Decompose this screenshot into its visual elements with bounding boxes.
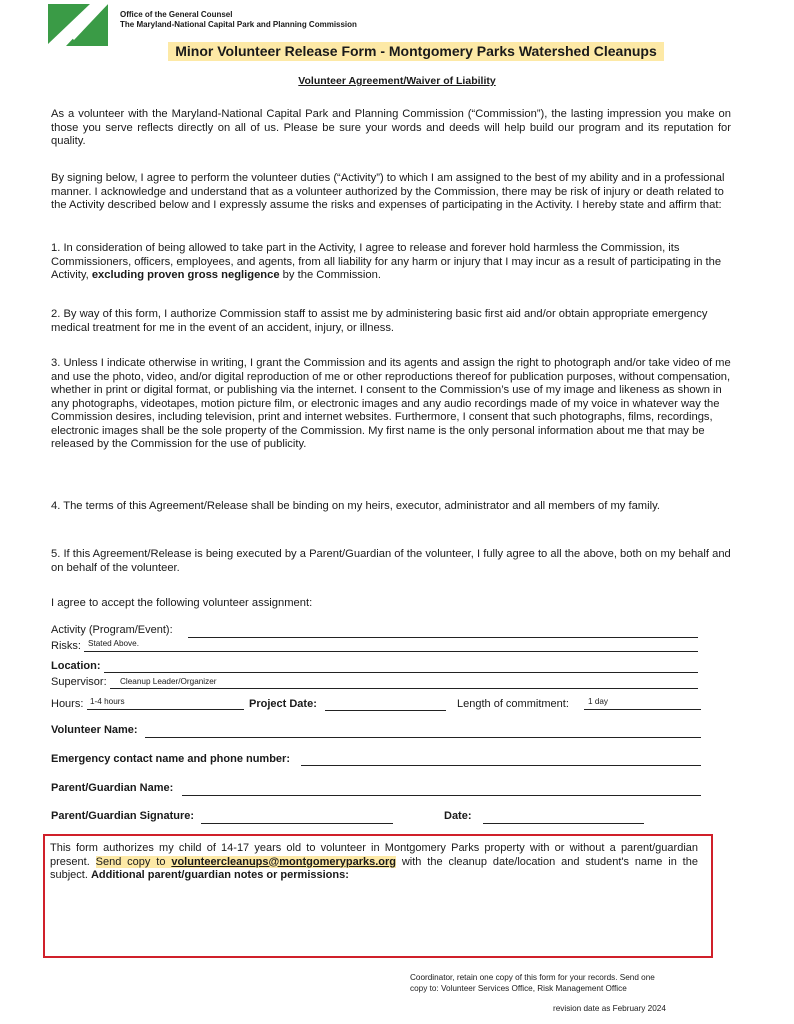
commission-logo — [48, 4, 108, 46]
guardian-signature-label: Parent/Guardian Signature: — [51, 810, 195, 822]
supervisor-value: Cleanup Leader/Organizer — [120, 677, 217, 686]
org-office: Office of the General Counsel — [120, 10, 233, 19]
item-5: 5. If this Agreement/Release is being executed by a Parent/Guardian of the volunteer, I fully agree to all the above, both on my behalf and on behalf of the volunteer. — [51, 548, 731, 574]
location-label: Location: — [51, 660, 101, 672]
send-copy-highlight — [96, 856, 396, 868]
form-title: Minor Volunteer Release Form - Montgomery Parks Watershed Cleanups — [168, 42, 664, 61]
date-label: Date: — [444, 810, 472, 822]
footer-instructions — [410, 972, 655, 994]
guardian-name-field[interactable] — [182, 795, 701, 796]
item-1 — [51, 242, 731, 283]
accept-statement: I agree to accept the following volunteer assignment: — [51, 597, 313, 609]
activity-label: Activity (Program/Event): — [51, 624, 173, 636]
item-2: 2. By way of this form, I authorize Commission staff to assist me by administering basic first aid and/or obtain appropriate emergency medical treatment for me in the event of an accident, injury, or illness. — [51, 308, 708, 334]
item-1-text: 1. In consideration of being allowed to take part in the Activity, I agree to release and forever hold harmless the Commission, its Commissioners, officers, employees, and agents, from all liability for any harm or injury that I may incur as a result of participating in the Activity, — [51, 242, 722, 281]
risks-value: Stated Above. — [88, 639, 139, 648]
supervisor-label: Supervisor: — [51, 676, 107, 688]
activity-field[interactable] — [188, 637, 698, 638]
commitment-value: 1 day — [588, 697, 609, 706]
guardian-name-label: Parent/Guardian Name: — [51, 782, 174, 794]
commitment-field[interactable] — [584, 709, 701, 710]
minor-authorization-text — [50, 842, 698, 883]
guardian-signature-field[interactable] — [201, 823, 393, 824]
project-date-label: Project Date: — [249, 698, 317, 710]
location-field[interactable] — [104, 672, 698, 673]
item-1-bold: excluding proven gross negligence — [91, 269, 280, 281]
signing-paragraph: By signing below, I agree to perform the volunteer duties (“Activity”) to which I am assigned to the best of my ability and in a professional manner. I acknowledge and understand that as a volunteer authorized by the Commission, there may be risk of injury or death related to the Activity described below and I expressly assume the risks and expenses of participating in the Activity. I hereby state and affirm that: — [51, 172, 725, 211]
date-field[interactable] — [483, 823, 644, 824]
intro-paragraph: As a volunteer with the Maryland-National Capital Park and Planning Commission (“Commission”), the lasting impression you make on those you serve reflects directly on all of us. Please be sure your words and deeds will help build our program and its reputation for quality. — [51, 108, 731, 147]
send-copy-text: Send copy to — [95, 855, 172, 868]
item-3: 3. Unless I indicate otherwise in writing, I grant the Commission and its agents and assign the right to photograph and/or take video of me and use the photo, video, and/or digital reproduction of me or other reproductions thereof for publication purposes, without compensation, whether in print or digital format, or publishing via the internet. I consent to the Commission’s use of my image and likeness as shown in any photographs, videotapes, motion picture film, or electronic images and any audio recordings made of my voice in whatever way the Commission desires, including television, print and internet websites. Furthermore, I consent that such photographs, films, recordings, electronic images shall be the sole property of the Commission. My first name is the only personal information about me that may be released by the Commission for the use of publicity. — [51, 357, 731, 450]
hours-label: Hours: — [51, 698, 84, 710]
item-4: 4. The terms of this Agreement/Release shall be binding on my heirs, executor, administrator and all members of my family. — [51, 500, 660, 512]
risks-label: Risks: — [51, 640, 81, 652]
hours-field[interactable] — [87, 709, 244, 710]
revision-date: revision date as February 2024 — [553, 1004, 666, 1013]
additional-notes-label: Additional parent/guardian notes or permissions: — [90, 869, 349, 881]
risks-field[interactable] — [84, 651, 698, 652]
email-link[interactable]: volunteercleanups@montgomeryparks.org — [171, 855, 396, 868]
volunteer-name-field[interactable] — [145, 737, 701, 738]
hours-value: 1-4 hours — [90, 697, 125, 706]
form-subtitle: Volunteer Agreement/Waiver of Liability — [298, 75, 496, 87]
commitment-label: Length of commitment: — [457, 698, 569, 710]
emergency-contact-label: Emergency contact name and phone number: — [51, 753, 290, 765]
org-commission: The Maryland-National Capital Park and Planning Commission — [120, 20, 357, 29]
emergency-contact-field[interactable] — [301, 765, 701, 766]
minor-authorization-box[interactable] — [43, 834, 713, 958]
authorization-statement: This form authorizes my child of 14-17 years old to volunteer in Montgomery Parks property with or without a parent/guardian present. — [50, 842, 698, 868]
project-date-field[interactable] — [325, 710, 446, 711]
subject-instruction: with the cleanup date/location and student's name in the subject. — [50, 855, 698, 881]
footer-line-2: copy to: Volunteer Services Office, Risk Management Office — [410, 984, 627, 993]
supervisor-field[interactable] — [110, 688, 698, 689]
item-1-after: by the Commission. — [279, 269, 381, 281]
footer-line-1: Coordinator, retain one copy of this form for your records. Send one — [410, 973, 655, 982]
volunteer-name-label: Volunteer Name: — [51, 724, 138, 736]
